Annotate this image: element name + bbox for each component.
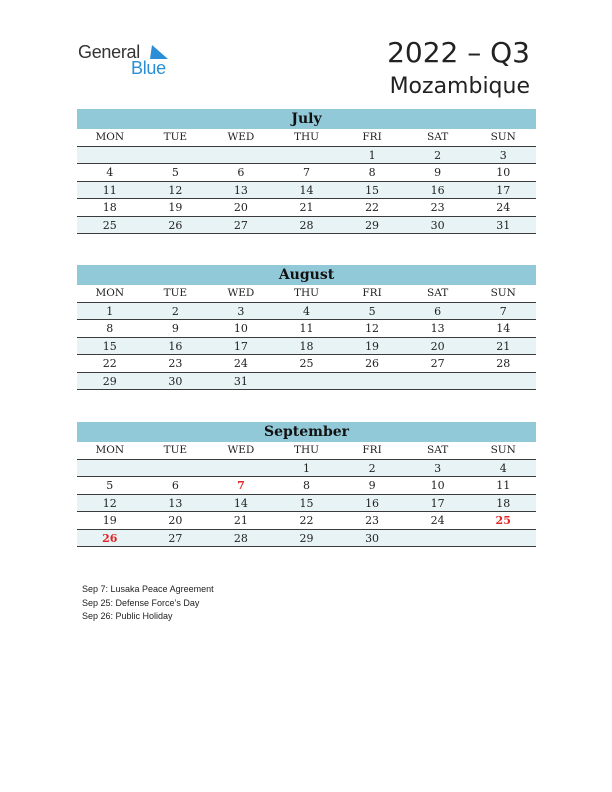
logo-blue-text: Blue xyxy=(131,58,166,78)
day-cell: 29 xyxy=(339,217,405,235)
day-cell: 16 xyxy=(339,495,405,513)
day-cell: 30 xyxy=(143,373,209,391)
day-cell: 27 xyxy=(143,530,209,548)
day-cell xyxy=(339,373,405,391)
day-cell xyxy=(208,460,274,478)
holiday-note: Sep 7: Lusaka Peace Agreement xyxy=(82,584,214,594)
week-row xyxy=(77,460,536,478)
week-row xyxy=(77,164,536,182)
day-cell: 10 xyxy=(405,477,471,495)
day-cell: 16 xyxy=(405,182,471,200)
day-cell: 20 xyxy=(143,512,209,530)
day-cell: 19 xyxy=(77,512,143,530)
day-cell: 26 xyxy=(143,217,209,235)
day-cell xyxy=(143,460,209,478)
day-cell: 8 xyxy=(77,320,143,338)
weekday-label: MON xyxy=(77,129,143,147)
month-august xyxy=(77,265,536,390)
day-cell: 18 xyxy=(77,199,143,217)
week-row xyxy=(77,495,536,513)
day-cell: 5 xyxy=(339,303,405,321)
day-cell: 13 xyxy=(208,182,274,200)
country-name: Mozambique xyxy=(389,74,530,99)
day-cell: 2 xyxy=(405,147,471,165)
weekday-label: TUE xyxy=(143,285,209,303)
month-header: August xyxy=(77,265,536,285)
day-cell: 24 xyxy=(470,199,536,217)
day-cell: 25 xyxy=(77,217,143,235)
day-cell: 8 xyxy=(274,477,340,495)
month-july xyxy=(77,109,536,234)
month-september xyxy=(77,422,536,547)
weekday-label: WED xyxy=(208,442,274,460)
weekday-label: THU xyxy=(274,129,340,147)
weekday-label: SAT xyxy=(405,129,471,147)
day-cell: 23 xyxy=(339,512,405,530)
weekday-label: SUN xyxy=(470,129,536,147)
generalblue-logo xyxy=(78,42,178,78)
day-cell: 18 xyxy=(274,338,340,356)
weekday-header-row xyxy=(77,285,536,303)
day-cell: 15 xyxy=(274,495,340,513)
day-cell: 31 xyxy=(470,217,536,235)
day-cell: 23 xyxy=(405,199,471,217)
day-cell: 17 xyxy=(470,182,536,200)
day-cell: 9 xyxy=(143,320,209,338)
day-cell: 4 xyxy=(470,460,536,478)
day-cell: 5 xyxy=(77,477,143,495)
day-cell: 14 xyxy=(208,495,274,513)
day-cell: 17 xyxy=(208,338,274,356)
day-cell xyxy=(405,530,471,548)
day-cell: 15 xyxy=(339,182,405,200)
day-cell: 7 xyxy=(208,477,274,495)
weekday-label: MON xyxy=(77,285,143,303)
day-cell: 1 xyxy=(77,303,143,321)
day-cell: 9 xyxy=(339,477,405,495)
day-cell: 6 xyxy=(208,164,274,182)
weekday-label: SUN xyxy=(470,285,536,303)
day-cell xyxy=(77,147,143,165)
day-cell: 20 xyxy=(405,338,471,356)
week-row xyxy=(77,477,536,495)
weekday-header-row xyxy=(77,442,536,460)
day-cell: 14 xyxy=(470,320,536,338)
day-cell: 21 xyxy=(274,199,340,217)
day-cell: 21 xyxy=(208,512,274,530)
week-row xyxy=(77,512,536,530)
day-cell xyxy=(470,373,536,391)
weekday-label: THU xyxy=(274,442,340,460)
day-cell: 3 xyxy=(405,460,471,478)
day-cell: 30 xyxy=(405,217,471,235)
day-cell: 29 xyxy=(274,530,340,548)
day-cell: 8 xyxy=(339,164,405,182)
weekday-label: SUN xyxy=(470,442,536,460)
day-cell: 13 xyxy=(405,320,471,338)
day-cell: 3 xyxy=(470,147,536,165)
day-cell: 12 xyxy=(143,182,209,200)
weekday-label: MON xyxy=(77,442,143,460)
day-cell: 15 xyxy=(77,338,143,356)
day-cell: 25 xyxy=(470,512,536,530)
day-cell: 10 xyxy=(208,320,274,338)
day-cell xyxy=(274,373,340,391)
day-cell: 6 xyxy=(143,477,209,495)
day-cell: 22 xyxy=(274,512,340,530)
day-cell: 2 xyxy=(143,303,209,321)
day-cell: 11 xyxy=(274,320,340,338)
week-row xyxy=(77,199,536,217)
week-row xyxy=(77,182,536,200)
week-row xyxy=(77,320,536,338)
weekday-label: FRI xyxy=(339,285,405,303)
month-header: September xyxy=(77,422,536,442)
weekday-label: THU xyxy=(274,285,340,303)
logo-general-text: General xyxy=(78,42,140,62)
day-cell: 18 xyxy=(470,495,536,513)
holiday-note: Sep 25: Defense Force’s Day xyxy=(82,597,200,608)
day-cell xyxy=(274,147,340,165)
weekday-label: WED xyxy=(208,285,274,303)
day-cell: 9 xyxy=(405,164,471,182)
day-cell: 24 xyxy=(208,355,274,373)
day-cell: 17 xyxy=(405,495,471,513)
day-cell: 13 xyxy=(143,495,209,513)
day-cell: 19 xyxy=(143,199,209,217)
day-cell: 25 xyxy=(274,355,340,373)
day-cell: 7 xyxy=(470,303,536,321)
weekday-label: TUE xyxy=(143,442,209,460)
day-cell: 16 xyxy=(143,338,209,356)
week-row xyxy=(77,147,536,165)
weekday-label: TUE xyxy=(143,129,209,147)
day-cell: 27 xyxy=(208,217,274,235)
day-cell: 22 xyxy=(77,355,143,373)
weekday-label: SAT xyxy=(405,442,471,460)
week-row xyxy=(77,217,536,235)
day-cell xyxy=(77,460,143,478)
day-cell: 2 xyxy=(339,460,405,478)
day-cell: 31 xyxy=(208,373,274,391)
day-cell: 29 xyxy=(77,373,143,391)
day-cell: 14 xyxy=(274,182,340,200)
day-cell: 26 xyxy=(77,530,143,548)
day-cell: 24 xyxy=(405,512,471,530)
day-cell: 3 xyxy=(208,303,274,321)
day-cell: 5 xyxy=(143,164,209,182)
week-row xyxy=(77,355,536,373)
day-cell: 19 xyxy=(339,338,405,356)
day-cell: 28 xyxy=(208,530,274,548)
day-cell: 11 xyxy=(77,182,143,200)
day-cell: 26 xyxy=(339,355,405,373)
logo-triangle-icon xyxy=(148,45,168,59)
day-cell: 12 xyxy=(339,320,405,338)
day-cell: 6 xyxy=(405,303,471,321)
day-cell xyxy=(405,373,471,391)
day-cell xyxy=(208,147,274,165)
day-cell: 1 xyxy=(274,460,340,478)
day-cell: 30 xyxy=(339,530,405,548)
day-cell: 12 xyxy=(77,495,143,513)
holiday-notes xyxy=(82,583,214,624)
day-cell: 23 xyxy=(143,355,209,373)
weekday-label: SAT xyxy=(405,285,471,303)
day-cell: 7 xyxy=(274,164,340,182)
day-cell: 28 xyxy=(274,217,340,235)
weekday-header-row xyxy=(77,129,536,147)
day-cell xyxy=(470,530,536,548)
day-cell: 4 xyxy=(77,164,143,182)
day-cell: 22 xyxy=(339,199,405,217)
weekday-label: FRI xyxy=(339,129,405,147)
day-cell: 1 xyxy=(339,147,405,165)
day-cell: 28 xyxy=(470,355,536,373)
day-cell xyxy=(143,147,209,165)
month-header: July xyxy=(77,109,536,129)
week-row xyxy=(77,303,536,321)
week-row xyxy=(77,530,536,548)
day-cell: 21 xyxy=(470,338,536,356)
day-cell: 4 xyxy=(274,303,340,321)
day-cell: 10 xyxy=(470,164,536,182)
holiday-note: Sep 26: Public Holiday xyxy=(82,611,173,621)
day-cell: 27 xyxy=(405,355,471,373)
weekday-label: FRI xyxy=(339,442,405,460)
week-row xyxy=(77,338,536,356)
day-cell: 20 xyxy=(208,199,274,217)
day-cell: 11 xyxy=(470,477,536,495)
week-row xyxy=(77,373,536,391)
weekday-label: WED xyxy=(208,129,274,147)
page-title: 2022 – Q3 xyxy=(387,36,530,69)
